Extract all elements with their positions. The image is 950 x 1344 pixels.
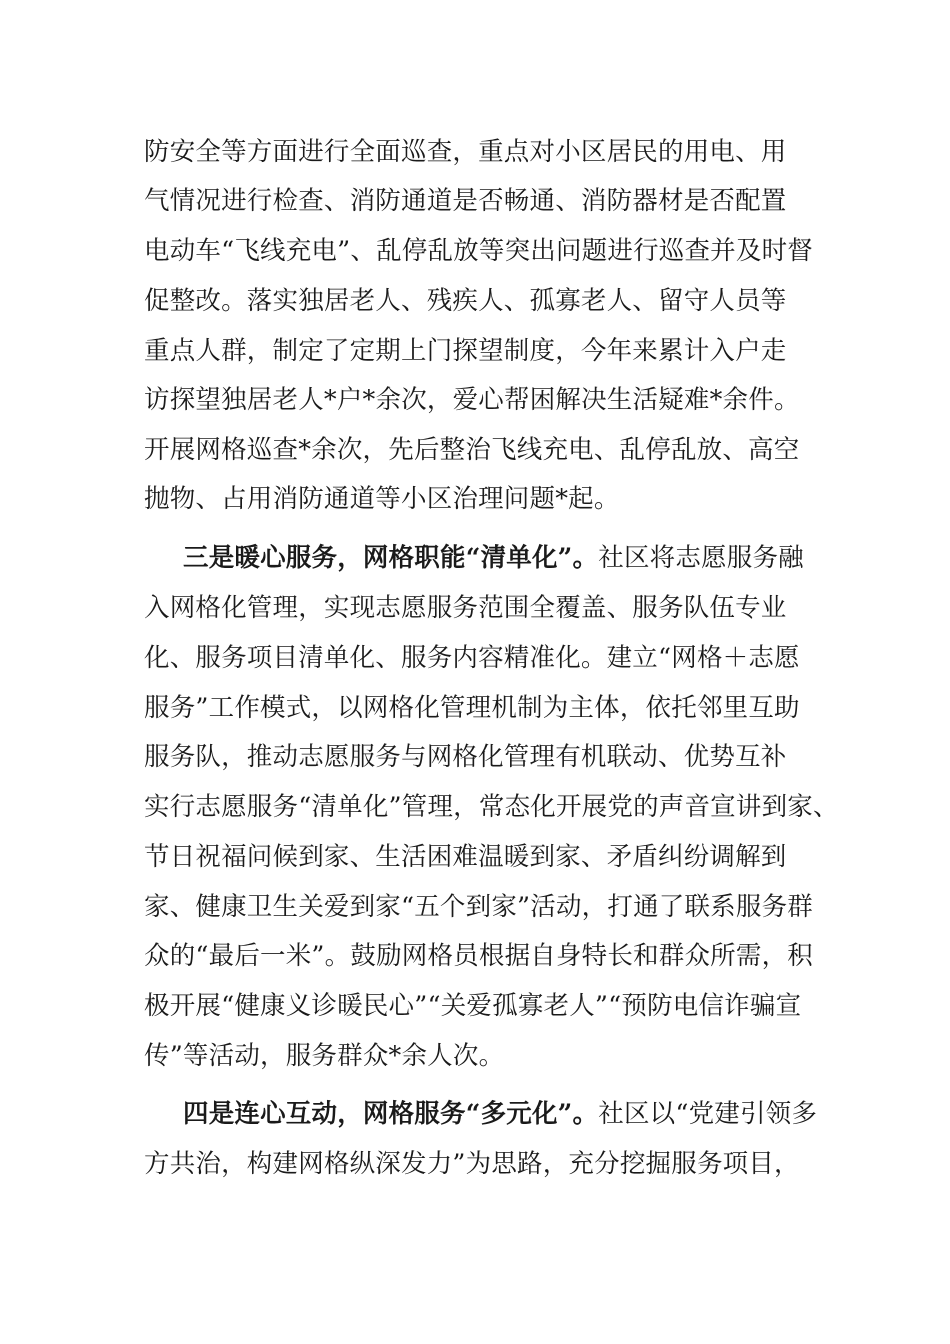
text-line: 家、健康卫生关爱到家“五个到家”活动，打通了联系服务群 (144, 892, 813, 922)
paragraph-first-line (183, 543, 804, 573)
paragraph-heading: 三是暖心服务，网格职能“清单化”。 (183, 543, 599, 573)
text-line: 抛物、占用消防通道等小区治理问题*起。 (144, 484, 620, 514)
text-line: 极开展“健康义诊暖民心”“关爱孤寡老人”“预防电信诈骗宣 (144, 991, 802, 1021)
text-line: 促整改。落实独居老人、残疾人、孤寡老人、留守人员等 (144, 286, 787, 316)
text-line: 访探望独居老人*户*余次，爱心帮困解决生活疑难*余件。 (144, 385, 800, 415)
text-line: 防安全等方面进行全面巡查，重点对小区居民的用电、用 (144, 137, 787, 167)
text-line: 服务队，推动志愿服务与网格化管理有机联动、优势互补 (144, 742, 787, 772)
paragraph-text: 社区以“党建引领多 (598, 1099, 818, 1129)
text-line: 入网格化管理，实现志愿服务范围全覆盖、服务队伍专业 (144, 593, 787, 623)
text-line: 电动车“飞线充电”、乱停乱放等突出问题进行巡查并及时督 (144, 236, 813, 266)
text-line: 方共治，构建网格纵深发力”为思路，充分挖掘服务项目， (144, 1149, 800, 1179)
text-line: 服务”工作模式，以网格化管理机制为主体，依托邻里互助 (144, 693, 800, 723)
text-line: 传”等活动，服务群众*余人次。 (144, 1041, 505, 1071)
text-line: 节日祝福问候到家、生活困难温暖到家、矛盾纠纷调解到 (144, 842, 787, 872)
paragraph-first-line (183, 1099, 817, 1129)
text-line: 实行志愿服务“清单化”管理，常态化开展党的声音宣讲到家、 (144, 792, 839, 822)
text-line: 重点人群，制定了定期上门探望制度，今年来累计入户走 (144, 336, 787, 366)
text-line: 化、服务项目清单化、服务内容精准化。建立“网格＋志愿 (144, 643, 800, 673)
paragraph-text: 社区将志愿服务融 (598, 543, 804, 573)
text-line: 开展网格巡查*余次，先后整治飞线充电、乱停乱放、高空 (144, 435, 800, 465)
paragraph-heading: 四是连心互动，网格服务“多元化”。 (183, 1099, 599, 1129)
text-line: 众的“最后一米”。鼓励网格员根据自身特长和群众所需，积 (144, 941, 813, 971)
text-line: 气情况进行检查、消防通道是否畅通、消防器材是否配置 (144, 186, 787, 216)
